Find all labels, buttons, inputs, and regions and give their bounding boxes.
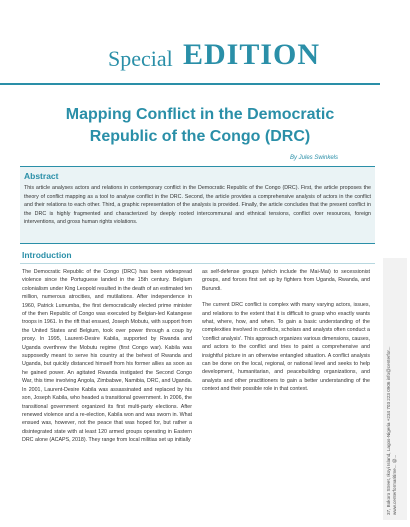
body-paragraph: as self-defense groups (which include the Mai-Mai) to secessionist groups, and forces first set up by fighters from Uganda, Rwanda, and Burundi. — [202, 269, 370, 292]
page-bottom — [0, 520, 410, 527]
introduction-rule — [20, 263, 375, 264]
body-column-right — [202, 268, 370, 402]
special-edition-banner — [108, 38, 321, 74]
contact-sidebar-text — [386, 260, 398, 515]
abstract-text: This article analyses actors and relations in contemporary conflict in the Democratic Republic of the Congo (DRC). First, the article proposes the theory of conflict mapping as a tool to analyse conflict in the DRC. Second, the article provides a comprehensive analysis of actors in the conflict and their relations to each other. Third, a graphic representation of the analysis is provided. Finally, the article concludes that the present conflict in the DRC is highly fragmented and characterized by deeply rooted intercommunal and ethnical tensions, conflict over resources, foreign interventions, and gross human rights violations. — [24, 185, 371, 225]
article-title: Mapping Conflict in the Democratic Republic of the Congo (DRC) — [65, 106, 335, 145]
contact-line: 37, Bokoro Street, Ikoyi Island, Lagos-Nigeria +234 703 223 0906 info@centerfor... — [386, 346, 391, 515]
header-rule — [0, 83, 380, 85]
abstract-section — [20, 166, 375, 244]
body-column-left — [22, 268, 192, 453]
special-label: Special — [108, 46, 173, 71]
body-paragraph: The current DRC conflict is complex with many varying actors, issues, and relations to the extent that it is difficult to grasp who exactly wants what, where, how, and when. To gain a basic understanding of the complexities involved in conflicts, scholars and analysts often conduct a 'conflict analysis'. This approach organizes various dimensions, causes, and actors to the conflict and tries to paint a comprehensive and insightful picture in an otherwise entangled situation. A conflict analysis can be done on the local, regional, or national level and seeks to help development, humanitarian, and peacebuilding organizations, and analysts and other practitioners to gain a better understanding of the context and their possible role in that context. — [202, 302, 370, 393]
article-author: By Jules Swinkels — [290, 155, 339, 161]
edition-label: EDITION — [183, 38, 321, 71]
contact-line: www.centerformaritime... @... — [392, 454, 397, 515]
body-paragraph: The Democratic Republic of the Congo (DRC) has been widespread violence since the Portuguese landed in the 15th century. Belgium colonialism under King Leopold resulted in the death of an estimated ten million, numerous atrocities, and mutilations. After independence in 1960, Patrick Lumumba, the first democratically elected prime minister of the then Republic of Congo was executed by Belgian-led Katangese troops in 1961. In the rift that ensued, Joseph Mobutu, with support from the United States and Belgium, took over power through a coup by proxy. In 1995, Laurent-Desire Kabila, supported by Rwanda and Uganda overthrew the Mobutu regime (first Congo war). Kabila was supposedly meant to serve his country at the behest of Rwanda and Uganda, but quickly distanced himself from his former allies as soon as he gained power. An agitated Rwanda instigated the Second Congo War, this time involving Angola, Zimbabwe, Namibia, DRC, and Uganda. In 2001, Laurent-Desire Kabila was assassinated and replaced by his son, Joseph Kabila, who headed a transitional government. In 2006, the transitional government organized its first multi-party elections. After renewed violence and a re-election, Kabila won and was sworn in. What ensued was, however, not the peace that was hoped for, but rather a disintegrated state with at least 120 armed groups operating in Eastern DRC alone (ACAPS, 2018). They range from local militias set up initially — [22, 269, 192, 444]
header-strip — [0, 0, 410, 24]
abstract-heading: Abstract — [24, 171, 59, 181]
introduction-heading: Introduction — [22, 250, 72, 260]
